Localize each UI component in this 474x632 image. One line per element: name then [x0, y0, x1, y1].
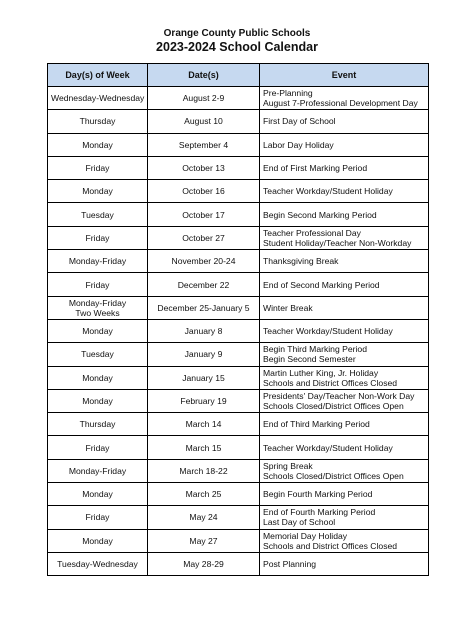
cell-dates: October 16: [148, 180, 260, 203]
document-title: 2023-2024 School Calendar: [156, 40, 318, 54]
days-of-week-text: Thursday: [79, 419, 116, 430]
days-of-week-text: Monday: [82, 372, 113, 383]
days-of-week-text: Monday: [82, 489, 113, 500]
cell-dates: November 20-24: [148, 250, 260, 273]
column-header-days: Day(s) of Week: [48, 64, 148, 87]
table-row: [48, 226, 429, 249]
event-text: End of First Marking Period: [263, 163, 368, 174]
cell-dates: May 27: [148, 529, 260, 552]
cell-event: [260, 436, 429, 459]
days-of-week-text: Friday: [85, 279, 110, 290]
cell-days-of-week: [48, 226, 148, 249]
days-of-week-text: Monday: [82, 535, 113, 546]
event-text: End of Fourth Marking Period: [263, 507, 376, 518]
days-of-week-text: Monday-Friday: [68, 297, 127, 308]
cell-days-of-week: [48, 366, 148, 389]
event-text: August 7-Professional Development Day: [263, 98, 418, 109]
table-row: [48, 366, 429, 389]
table-row: [48, 413, 429, 436]
cell-days-of-week: [48, 180, 148, 203]
column-header-event: Event: [260, 64, 429, 87]
event-text: Thanksgiving Break: [263, 256, 339, 267]
table-row: [48, 87, 429, 110]
cell-event: [260, 156, 429, 179]
cell-days-of-week: [48, 319, 148, 342]
days-of-week-text: Two Weeks: [75, 307, 120, 318]
cell-dates: January 8: [148, 319, 260, 342]
document-header: [0, 28, 474, 55]
cell-dates: September 4: [148, 133, 260, 156]
table-row: [48, 203, 429, 226]
cell-event: [260, 296, 429, 319]
cell-event: [260, 389, 429, 412]
cell-days-of-week: [48, 87, 148, 110]
cell-event: [260, 483, 429, 506]
table-row: [48, 319, 429, 342]
cell-dates: October 13: [148, 156, 260, 179]
table-row: [48, 343, 429, 366]
cell-days-of-week: [48, 343, 148, 366]
event-text: Schools Closed/District Offices Open: [263, 470, 404, 481]
event-text: Martin Luther King, Jr. Holiday: [263, 367, 379, 378]
days-of-week-text: Friday: [85, 512, 110, 523]
cell-days-of-week: [48, 389, 148, 412]
event-text: Spring Break: [263, 460, 313, 471]
table-row: [48, 436, 429, 459]
event-text: Student Holiday/Teacher Non-Workday: [263, 237, 412, 248]
cell-event: [260, 552, 429, 575]
cell-days-of-week: [48, 250, 148, 273]
cell-dates: October 17: [148, 203, 260, 226]
cell-event: [260, 273, 429, 296]
cell-days-of-week: [48, 413, 148, 436]
days-of-week-text: Monday: [82, 139, 113, 150]
event-text: Begin Third Marking Period: [263, 344, 367, 355]
event-text: Teacher Workday/Student Holiday: [263, 442, 393, 453]
cell-event: [260, 529, 429, 552]
cell-event: [260, 203, 429, 226]
table-row: [48, 459, 429, 482]
event-text: End of Third Marking Period: [263, 419, 370, 430]
cell-days-of-week: [48, 156, 148, 179]
event-text: Winter Break: [263, 302, 313, 313]
cell-event: [260, 366, 429, 389]
event-text: Begin Second Semester: [263, 354, 356, 365]
days-of-week-text: Thursday: [79, 116, 116, 127]
cell-dates: January 15: [148, 366, 260, 389]
cell-days-of-week: [48, 483, 148, 506]
table-row: [48, 506, 429, 529]
event-text: Schools Closed/District Offices Open: [263, 401, 404, 411]
cell-days-of-week: [48, 529, 148, 552]
event-text: Teacher Professional Day: [263, 227, 361, 238]
table-body: [48, 87, 429, 576]
event-text: Memorial Day Holiday: [263, 530, 348, 541]
event-text: Last Day of School: [263, 517, 336, 528]
days-of-week-text: Friday: [85, 442, 110, 453]
days-of-week-text: Friday: [85, 163, 110, 174]
table-row: [48, 156, 429, 179]
cell-event: [260, 459, 429, 482]
cell-event: [260, 413, 429, 436]
cell-dates: October 27: [148, 226, 260, 249]
cell-dates: March 25: [148, 483, 260, 506]
event-text: End of Second Marking Period: [263, 279, 380, 290]
cell-days-of-week: [48, 436, 148, 459]
school-calendar-table: [47, 63, 429, 576]
table-row: [48, 529, 429, 552]
cell-dates: August 10: [148, 110, 260, 133]
event-text: Teacher Workday/Student Holiday: [263, 186, 393, 197]
cell-days-of-week: [48, 110, 148, 133]
cell-event: [260, 180, 429, 203]
cell-event: [260, 343, 429, 366]
table-row: [48, 180, 429, 203]
event-text: Schools and District Offices Closed: [263, 377, 398, 388]
cell-dates: May 28-29: [148, 552, 260, 575]
event-text: Begin Second Marking Period: [263, 209, 377, 220]
cell-days-of-week: [48, 296, 148, 319]
cell-dates: May 24: [148, 506, 260, 529]
cell-dates: February 19: [148, 389, 260, 412]
event-text: Schools and District Offices Closed: [263, 540, 398, 551]
table-row: [48, 389, 429, 412]
cell-days-of-week: [48, 133, 148, 156]
days-of-week-text: Tuesday-Wednesday: [57, 559, 138, 570]
cell-days-of-week: [48, 273, 148, 296]
event-text: Begin Fourth Marking Period: [263, 489, 373, 500]
event-text: Teacher Workday/Student Holiday: [263, 326, 393, 337]
cell-event: [260, 506, 429, 529]
table-header-row: [48, 64, 429, 87]
cell-days-of-week: [48, 459, 148, 482]
event-text: Presidents' Day/Teacher Non-Work Day: [263, 391, 415, 401]
cell-event: [260, 110, 429, 133]
days-of-week-text: Monday-Friday: [68, 256, 127, 267]
table-row: [48, 250, 429, 273]
days-of-week-text: Tuesday: [81, 209, 114, 220]
cell-dates: December 25-January 5: [148, 296, 260, 319]
cell-dates: March 14: [148, 413, 260, 436]
table-row: [48, 273, 429, 296]
cell-event: [260, 319, 429, 342]
table-row: [48, 133, 429, 156]
cell-dates: March 18-22: [148, 459, 260, 482]
cell-event: [260, 133, 429, 156]
event-text: Post Planning: [263, 559, 317, 570]
column-header-dates: Date(s): [148, 64, 260, 87]
cell-dates: August 2-9: [148, 87, 260, 110]
table-row: [48, 552, 429, 575]
event-text: First Day of School: [263, 116, 336, 127]
table-row: [48, 483, 429, 506]
org-name: Orange County Public Schools: [163, 28, 311, 39]
event-text: Pre-Planning: [263, 88, 313, 99]
cell-event: [260, 226, 429, 249]
days-of-week-text: Monday: [82, 396, 113, 406]
days-of-week-text: Monday-Friday: [68, 465, 127, 476]
cell-days-of-week: [48, 552, 148, 575]
cell-dates: December 22: [148, 273, 260, 296]
days-of-week-text: Tuesday: [81, 349, 114, 360]
days-of-week-text: Monday: [82, 186, 113, 197]
days-of-week-text: Monday: [82, 326, 113, 337]
table-row: [48, 296, 429, 319]
cell-event: [260, 250, 429, 273]
cell-dates: January 9: [148, 343, 260, 366]
cell-days-of-week: [48, 506, 148, 529]
table-row: [48, 110, 429, 133]
days-of-week-text: Wednesday-Wednesday: [51, 93, 145, 104]
days-of-week-text: Friday: [85, 232, 110, 243]
cell-dates: March 15: [148, 436, 260, 459]
event-text: Labor Day Holiday: [263, 139, 334, 150]
cell-event: [260, 87, 429, 110]
cell-days-of-week: [48, 203, 148, 226]
